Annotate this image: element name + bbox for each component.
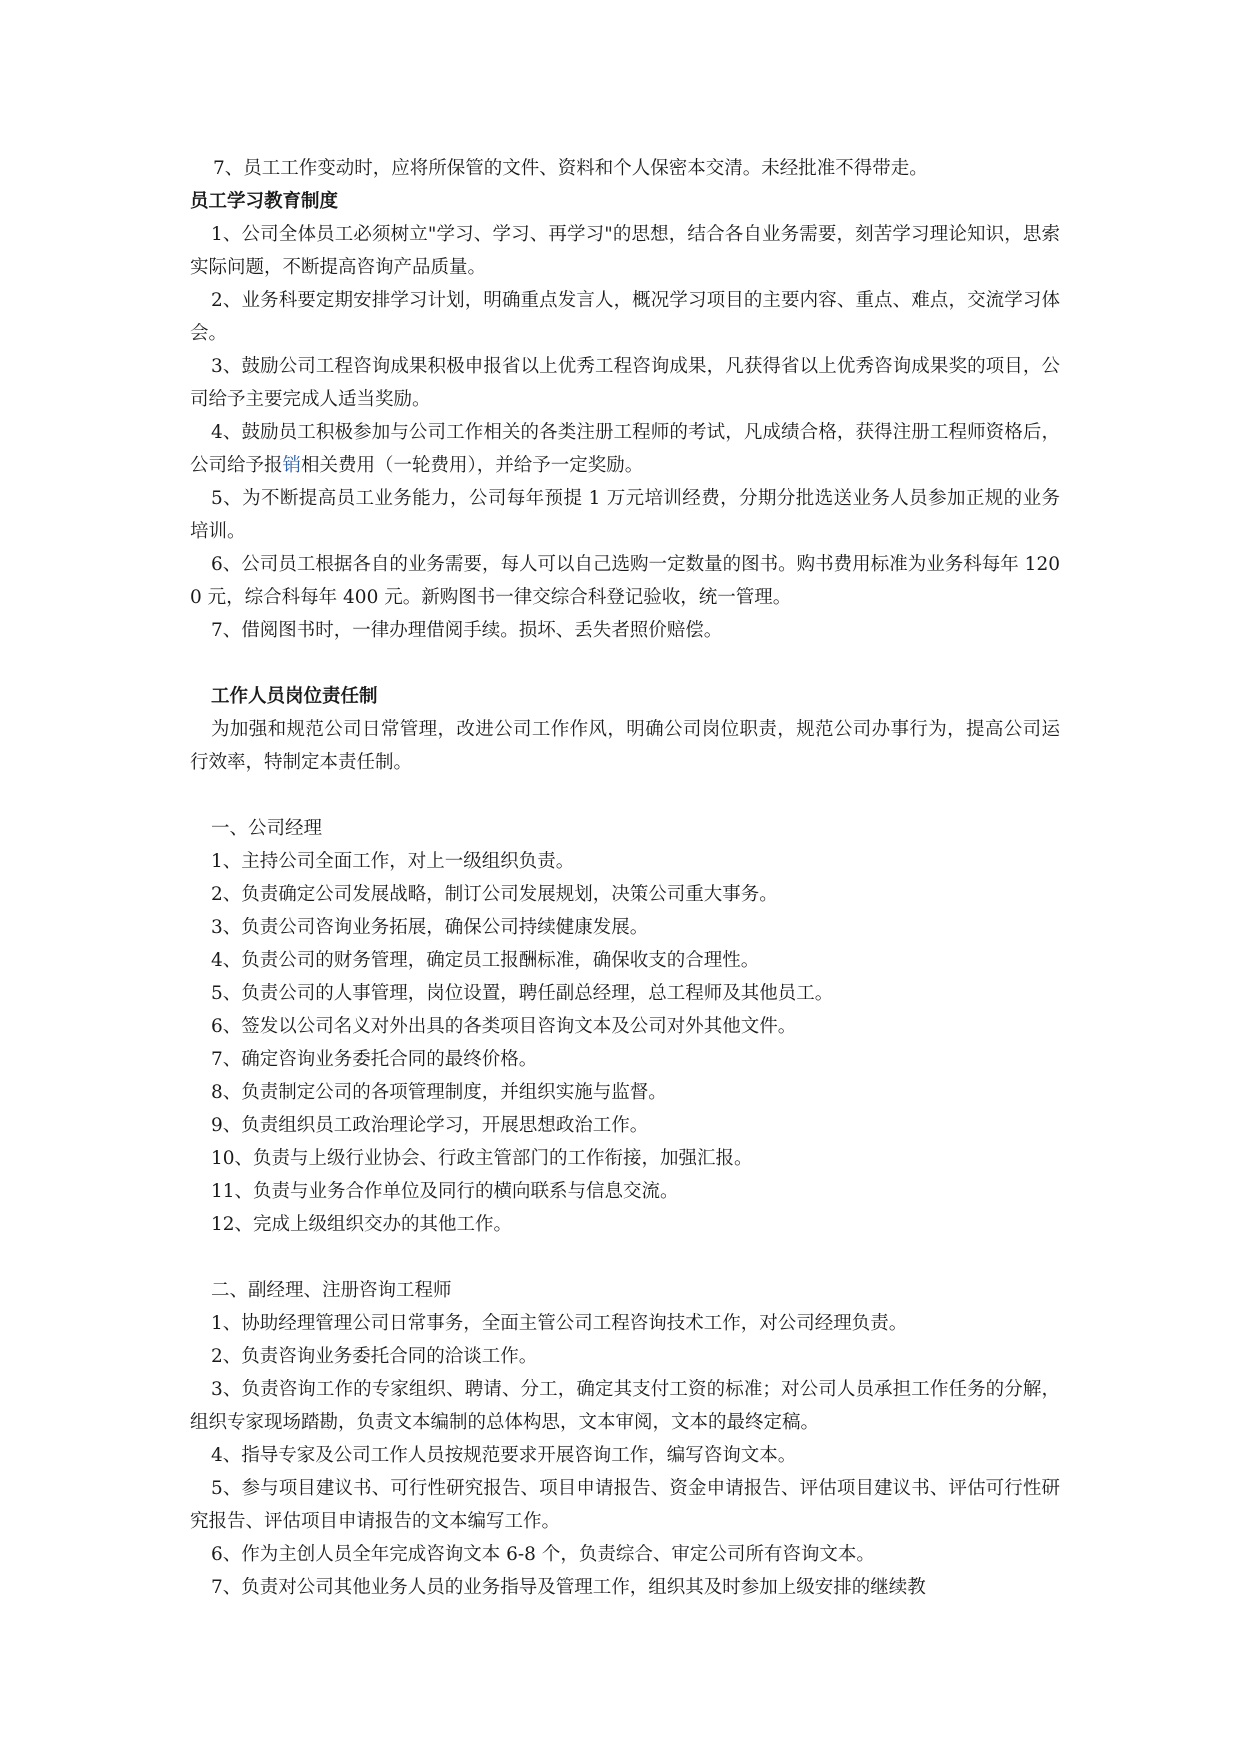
section-gap xyxy=(190,647,1060,680)
deputy-item-7: 7、负责对公司其他业务人员的业务指导及管理工作，组织其及时参加上级安排的继续教 xyxy=(211,1577,926,1598)
deputy-item-6: 6、作为主创人员全年完成咨询文本 6-8 个，负责综合、审定公司所有咨询文本。 xyxy=(211,1544,875,1565)
manager-item-9: 9、负责组织员工政治理论学习，开展思想政治工作。 xyxy=(211,1115,649,1136)
intro-item-7: 7、员工工作变动时，应将所保管的文件、资料和个人保密本交清。未经批准不得带走。 xyxy=(213,158,928,179)
learning-item-4-text-a: 4、鼓励员工积极参加与公司工作相关的各类注册工程师的考试，凡成绩合格，获得注册工程师资格后，公司给予报 xyxy=(190,422,1060,476)
manager-item-11: 11、负责与业务合作单位及同行的横向联系与信息交流。 xyxy=(211,1181,679,1202)
deputy-item-2: 2、负责咨询业务委托合同的洽谈工作。 xyxy=(211,1346,538,1367)
manager-heading: 一、公司经理 xyxy=(211,818,323,839)
manager-item-8: 8、负责制定公司的各项管理制度，并组织实施与监督。 xyxy=(211,1082,667,1103)
learning-title: 员工学习教育制度 xyxy=(190,191,339,212)
manager-item-7: 7、确定咨询业务委托合同的最终价格。 xyxy=(211,1049,538,1070)
manager-item-10: 10、负责与上级行业协会、行政主管部门的工作衔接，加强汇报。 xyxy=(211,1148,753,1169)
manager-item-3: 3、负责公司咨询业务拓展，确保公司持续健康发展。 xyxy=(211,917,649,938)
learning-item-4 xyxy=(190,416,1060,482)
learning-item-5: 5、为不断提高员工业务能力，公司每年预提 1 万元培训经费，分期分批选送业务人员参加正规的业务培训。 xyxy=(190,488,1060,542)
deputy-item-1: 1、协助经理管理公司日常事务，全面主管公司工程咨询技术工作，对公司经理负责。 xyxy=(211,1313,908,1334)
manager-item-4: 4、负责公司的财务管理，确定员工报酬标准，确保收支的合理性。 xyxy=(211,950,760,971)
section-gap xyxy=(190,1241,1060,1274)
learning-item-3: 3、鼓励公司工程咨询成果积极申报省以上优秀工程咨询成果，凡获得省以上优秀咨询成果奖的项目，公司给予主要完成人适当奖励。 xyxy=(190,356,1060,410)
section-gap xyxy=(190,779,1060,812)
learning-item-4-text-b: 相关费用（一轮费用），并给予一定奖励。 xyxy=(301,455,644,476)
manager-item-1: 1、主持公司全面工作，对上一级组织负责。 xyxy=(211,851,575,872)
document-body xyxy=(190,152,1060,1604)
learning-item-2: 2、业务科要定期安排学习计划，明确重点发言人，概况学习项目的主要内容、重点、难点，交流学习体会。 xyxy=(190,290,1060,344)
deputy-heading: 二、副经理、注册咨询工程师 xyxy=(211,1280,452,1301)
manager-item-6: 6、签发以公司名义对外出具的各类项目咨询文本及公司对外其他文件。 xyxy=(211,1016,797,1037)
manager-item-2: 2、负责确定公司发展战略，制订公司发展规划，决策公司重大事务。 xyxy=(211,884,778,905)
deputy-item-4: 4、指导专家及公司工作人员按规范要求开展咨询工作，编写咨询文本。 xyxy=(211,1445,797,1466)
learning-item-4-link[interactable]: 销 xyxy=(282,455,302,476)
deputy-item-3: 3、负责咨询工作的专家组织、聘请、分工，确定其支付工资的标准；对公司人员承担工作任务的分解，组织专家现场踏勘，负责文本编制的总体构思，文本审阅，文本的最终定稿。 xyxy=(190,1379,1060,1433)
manager-item-12: 12、完成上级组织交办的其他工作。 xyxy=(211,1214,513,1235)
manager-item-5: 5、负责公司的人事管理，岗位设置，聘任副总经理，总工程师及其他员工。 xyxy=(211,983,834,1004)
learning-item-1: 1、公司全体员工必须树立"学习、学习、再学习"的思想，结合各自业务需要，刻苦学习理论知识，思索实际问题，不断提高咨询产品质量。 xyxy=(190,224,1060,278)
responsibility-title: 工作人员岗位责任制 xyxy=(211,686,378,707)
learning-item-7: 7、借阅图书时，一律办理借阅手续。损坏、丢失者照价赔偿。 xyxy=(211,620,723,641)
learning-item-6: 6、公司员工根据各自的业务需要，每人可以自己选购一定数量的图书。购书费用标准为业务科每年 1200 元，综合科每年 400 元。新购图书一律交综合科登记验收，统一管理。 xyxy=(190,554,1060,608)
responsibility-intro: 为加强和规范公司日常管理，改进公司工作作风，明确公司岗位职责，规范公司办事行为，提高公司运行效率，特制定本责任制。 xyxy=(190,719,1060,773)
deputy-item-5: 5、参与项目建议书、可行性研究报告、项目申请报告、资金申请报告、评估项目建议书、评估可行性研究报告、评估项目申请报告的文本编写工作。 xyxy=(190,1478,1060,1532)
